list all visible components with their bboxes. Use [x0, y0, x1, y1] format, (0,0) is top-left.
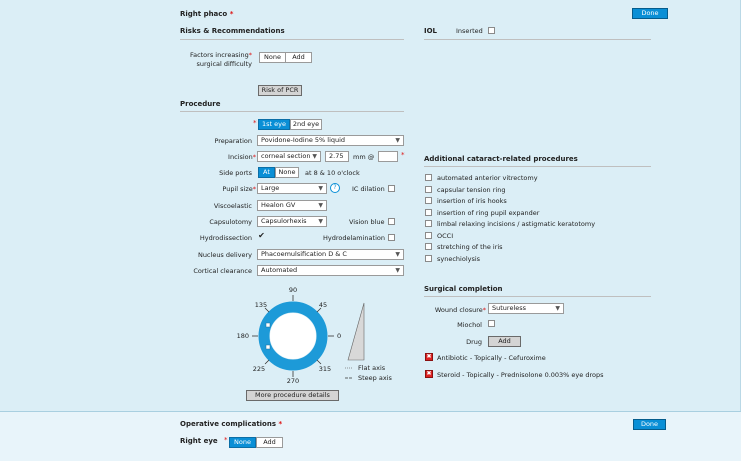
factors-add-button[interactable]: Add	[285, 52, 312, 63]
capsulotomy-select[interactable]	[257, 216, 327, 227]
additional-procedure-label: insertion of iris hooks	[437, 197, 507, 205]
additional-procedure-label: capsular tension ring	[437, 185, 506, 194]
iol-inserted-checkbox[interactable]	[488, 27, 495, 34]
cortical-label: Cortical clearance	[193, 267, 252, 275]
additional-procedure-label: stretching of the iris	[437, 243, 503, 251]
nucleus-select[interactable]	[257, 249, 404, 260]
first-eye-button[interactable]: 1st eye	[258, 119, 290, 130]
viscoelastic-label: Viscoelastic	[213, 202, 252, 210]
label-90: 90	[288, 286, 298, 294]
ic-dilation-label: IC dilation	[352, 185, 385, 193]
additional-procedure-checkbox[interactable]	[425, 209, 432, 216]
wound-closure-select[interactable]	[488, 303, 564, 314]
incision-value: corneal section	[261, 152, 311, 160]
wound-closure-value: Sutureless	[492, 304, 527, 312]
additional-procedure-label: automated anterior vitrectomy	[437, 174, 538, 182]
label-270: 270	[286, 377, 300, 385]
required-marker: *	[482, 306, 486, 314]
required-marker: *	[253, 119, 257, 127]
chevron-down-icon: ▼	[555, 305, 560, 312]
sideports-text: at 8 & 10 o'clock	[305, 169, 360, 177]
vision-blue-checkbox[interactable]	[388, 218, 395, 225]
panel-title	[180, 10, 233, 18]
chevron-down-icon: ▼	[318, 202, 323, 209]
nucleus-value: Phacoemulsification D & C	[261, 250, 347, 258]
right-eye-label: Right eye	[180, 437, 218, 445]
sideports-none-button[interactable]: None	[275, 167, 299, 178]
risk-of-pcr-button[interactable]: Risk of PCR	[258, 85, 302, 96]
chevron-down-icon: ▼	[312, 153, 317, 160]
chevron-down-icon: ▼	[395, 137, 400, 144]
complications-done-button[interactable]: Done	[633, 419, 666, 430]
chevron-down-icon: ▼	[395, 251, 400, 258]
factors-label-line1: Factors increasing	[189, 51, 249, 59]
complications-none-button[interactable]: None	[229, 437, 256, 448]
risks-title: Risks & Recommendations	[180, 27, 285, 35]
astigmatism-wedge	[348, 303, 364, 360]
iol-title: IOL	[424, 27, 438, 35]
complications-title-text: Operative complications	[180, 420, 277, 428]
remove-drug-icon[interactable]: ✖	[426, 353, 432, 360]
required-marker: *	[401, 151, 405, 159]
additional-divider	[424, 166, 651, 167]
pupil-label-text: Pupil size	[222, 185, 253, 193]
drug-item: Steroid - Topically - Prednisolone 0.003% eye drops	[437, 371, 604, 379]
incision-label	[180, 153, 256, 161]
required-marker: *	[252, 185, 256, 193]
additional-procedure-label: OCCI	[437, 231, 454, 240]
factors-label-line2: surgical difficulty	[196, 60, 252, 68]
second-eye-button[interactable]: 2nd eye	[290, 119, 322, 130]
required-marker: *	[229, 10, 234, 18]
additional-procedure-checkbox[interactable]	[425, 197, 432, 204]
capsulotomy-value: Capsulorhexis	[261, 217, 307, 225]
panel-title-text: Right phaco	[180, 10, 228, 18]
flat-axis-label: Flat axis	[358, 364, 386, 372]
chevron-down-icon: ▼	[395, 267, 400, 274]
risks-divider	[180, 39, 404, 40]
tick-225	[265, 360, 269, 364]
incision-meridian-input[interactable]	[378, 151, 398, 162]
label-135: 135	[254, 301, 268, 309]
wound-closure-label-text: Wound closure	[434, 306, 483, 314]
drug-label: Drug	[466, 338, 482, 346]
complications-title	[180, 420, 282, 428]
additional-procedure-label: synechiolysis	[437, 254, 481, 263]
miochol-label: Miochol	[457, 321, 482, 329]
label-315: 315	[318, 365, 332, 373]
complications-panel	[0, 411, 741, 461]
required-marker: *	[224, 436, 228, 444]
sideports-at-button[interactable]: At	[258, 167, 275, 178]
help-glyph: ?	[333, 184, 337, 191]
pupil-value: Large	[261, 184, 280, 192]
incision-diagram[interactable]	[232, 283, 404, 387]
hydrodelamination-label: Hydrodelamination	[323, 234, 385, 242]
wound-closure-label	[424, 306, 486, 314]
pupil-area	[270, 313, 316, 359]
label-0: 0	[337, 332, 342, 340]
viscoelastic-value: Healon GV	[261, 201, 296, 209]
factors-label	[180, 51, 252, 69]
drug-item: Antibiotic - Topically - Cefuroxime	[437, 354, 546, 362]
additional-procedure-checkbox[interactable]	[425, 186, 432, 193]
sideport-marker-lower[interactable]	[266, 345, 270, 349]
additional-procedure-label: insertion of ring pupil expander	[437, 208, 540, 217]
chevron-down-icon: ▼	[318, 218, 323, 225]
help-icon[interactable]	[330, 183, 340, 193]
capsulotomy-label: Capsulotomy	[209, 218, 252, 226]
procedure-title: Procedure	[180, 100, 221, 108]
sideports-label: Side ports	[219, 169, 252, 177]
pupil-select[interactable]	[257, 183, 327, 194]
hydrodelamination-checkbox[interactable]	[388, 234, 395, 241]
factors-none-button[interactable]: None	[259, 52, 286, 63]
preparation-select[interactable]	[257, 135, 404, 146]
drug-add-button[interactable]: Add	[488, 336, 521, 347]
miochol-checkbox[interactable]	[488, 320, 495, 327]
additional-procedure-checkbox[interactable]	[425, 174, 432, 181]
preparation-label: Preparation	[214, 137, 252, 145]
done-button[interactable]: Done	[632, 8, 668, 19]
procedure-divider	[180, 111, 404, 112]
required-marker: *	[278, 420, 283, 428]
pupil-label	[180, 185, 256, 193]
label-180: 180	[236, 332, 249, 340]
required-marker: *	[252, 153, 256, 161]
required-marker: *	[248, 51, 252, 59]
viscoelastic-select[interactable]	[257, 200, 327, 211]
preparation-value: Povidone-Iodine 5% liquid	[261, 136, 346, 144]
incision-length-input[interactable]: 2.75	[325, 151, 349, 162]
vision-blue-label: Vision blue	[349, 218, 385, 226]
additional-procedure-label: limbal relaxing incisions / astigmatic keratotomy	[437, 220, 596, 228]
additional-title: Additional cataract-related procedures	[424, 155, 578, 163]
hydrodissection-checkbox[interactable]: ✔	[258, 231, 265, 240]
incision-unit-label: mm @	[353, 153, 375, 161]
steep-axis-label: Steep axis	[358, 374, 392, 382]
additional-procedure-checkbox[interactable]	[425, 255, 432, 262]
completion-divider	[424, 296, 651, 297]
more-procedure-details-button[interactable]: More procedure details	[246, 390, 339, 401]
nucleus-label: Nucleus delivery	[197, 251, 252, 259]
incision-select[interactable]	[257, 151, 321, 162]
hydrodissection-label: Hydrodissection	[199, 234, 252, 242]
tick-315	[317, 360, 321, 364]
iol-divider	[424, 39, 651, 40]
cortical-select[interactable]	[257, 265, 404, 276]
incision-label-text: Incision	[228, 153, 253, 161]
additional-procedure-checkbox[interactable]	[425, 232, 432, 239]
additional-procedure-checkbox[interactable]	[425, 220, 432, 227]
cortical-value: Automated	[261, 266, 298, 274]
remove-drug-icon[interactable]: ✖	[426, 370, 432, 377]
label-45: 45	[318, 301, 328, 309]
complications-add-button[interactable]: Add	[256, 437, 283, 448]
sideport-marker-upper[interactable]	[266, 323, 270, 327]
ic-dilation-checkbox[interactable]	[388, 185, 395, 192]
iol-inserted-label: Inserted	[456, 27, 483, 35]
additional-procedure-checkbox[interactable]	[425, 243, 432, 250]
completion-title: Surgical completion	[424, 285, 503, 293]
chevron-down-icon: ▼	[318, 185, 323, 192]
label-225: 225	[252, 365, 266, 373]
